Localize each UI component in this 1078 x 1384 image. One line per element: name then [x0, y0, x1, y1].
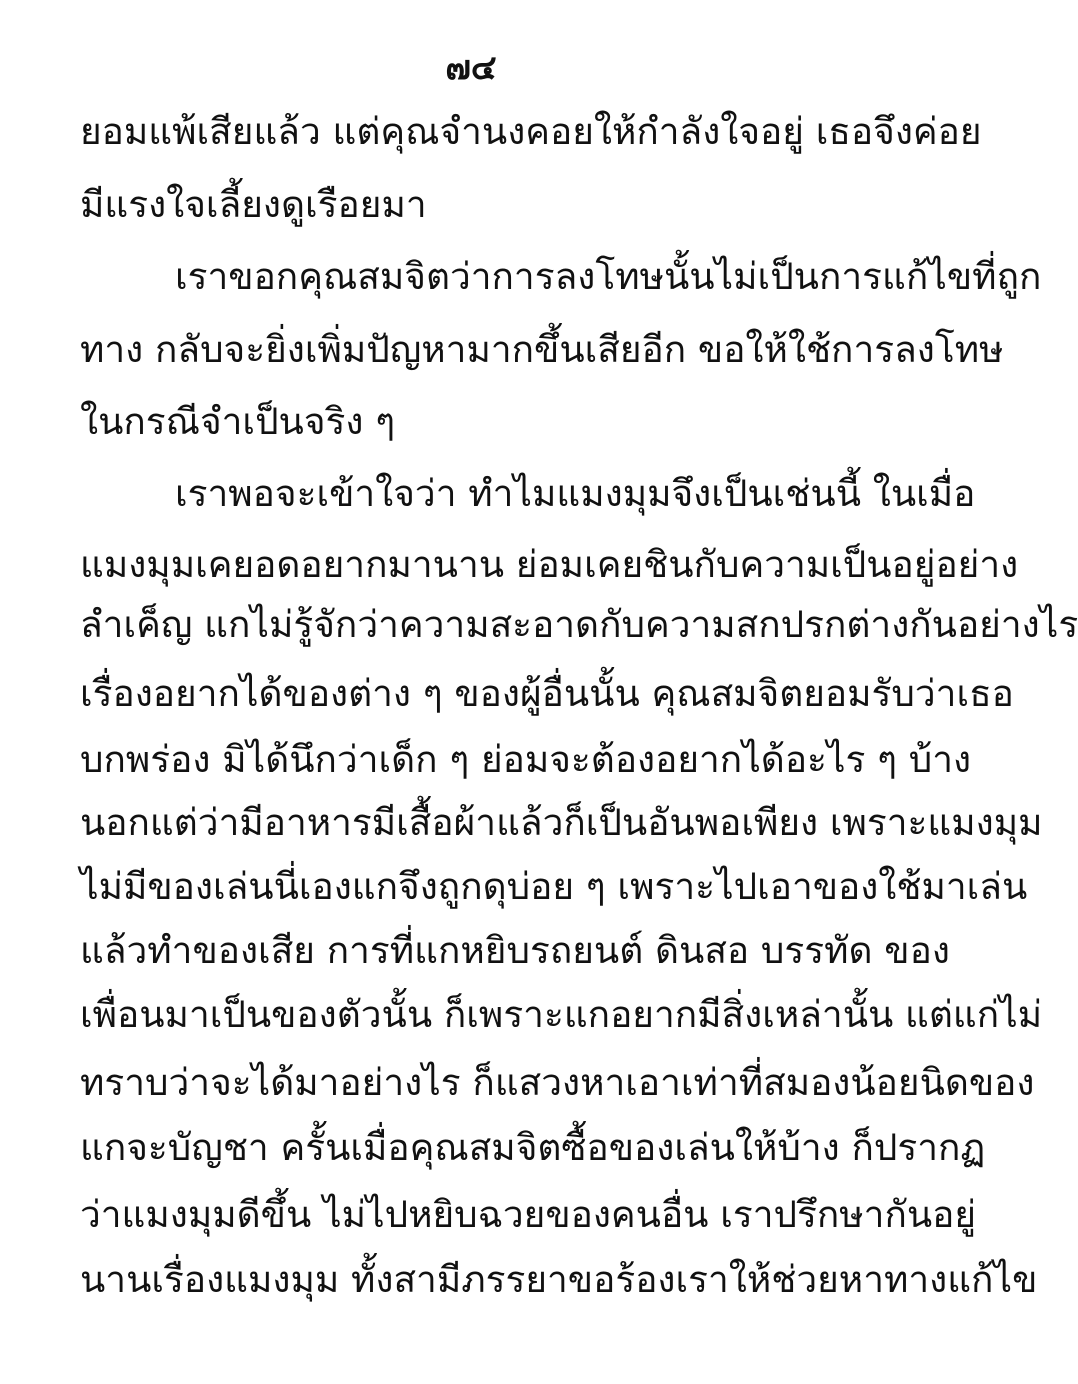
- text-line-4: ทาง กลับจะยิ่งเพิ่มปัญหามากขึ้นเสียอีก ขอให้ใช้การลงโทษ: [80, 328, 1004, 371]
- text-line-5: ในกรณีจำเป็นจริง ๆ: [80, 400, 396, 443]
- text-line-10: บกพร่อง มิได้นึกว่าเด็ก ๆ ย่อมจะต้องอยากได้อะไร ๆ บ้าง: [80, 738, 972, 781]
- text-line-16: แกจะบัญชา ครั้นเมื่อคุณสมจิตซื้อของเล่นให้บ้าง ก็ปรากฏ: [80, 1126, 986, 1169]
- text-line-9: เรื่องอยากได้ของต่าง ๆ ของผู้อื่นนั้น คุณสมจิตยอมรับว่าเธอ: [80, 672, 1014, 715]
- text-line-3: เราขอกคุณสมจิตว่าการลงโทษนั้นไม่เป็นการแก้ไขที่ถูก: [175, 255, 1042, 298]
- text-line-8: ลำเค็ญ แกไม่รู้จักว่าความสะอาดกับความสกปรกต่างกันอย่างไร: [80, 603, 1078, 646]
- text-line-15: ทราบว่าจะได้มาอย่างไร ก็แสวงหาเอาเท่าที่สมองน้อยนิดของ: [80, 1061, 1035, 1104]
- text-line-12: ไม่มีของเล่นนี่เองแกจึงถูกดุบ่อย ๆ เพราะไปเอาของใช้มาเล่น: [80, 865, 1028, 908]
- text-line-6: เราพอจะเข้าใจว่า ทำไมแมงมุมจึงเป็นเช่นนี้ ในเมื่อ: [175, 472, 976, 515]
- text-line-11: นอกแต่ว่ามีอาหารมีเสื้อผ้าแล้วก็เป็นอันพอเพียง เพราะแมงมุม: [80, 801, 1043, 844]
- text-line-18: นานเรื่องแมงมุม ทั้งสามีภรรยาขอร้องเราให้ช่วยหาทางแก้ไข: [80, 1258, 1038, 1301]
- text-line-2: มีแรงใจเลี้ยงดูเรือยมา: [80, 183, 427, 226]
- text-line-1: ยอมแพ้เสียแล้ว แต่คุณจำนงคอยให้กำลังใจอยู่ เธอจึงค่อย: [80, 110, 982, 153]
- text-line-17: ว่าแมงมุมดีขึ้น ไม่ไปหยิบฉวยของคนอื่น เราปรึกษากันอยู่: [80, 1193, 977, 1236]
- text-line-14: เพื่อนมาเป็นของตัวนั้น ก็เพราะแกอยากมีสิ่งเหล่านั้น แต่แก่ไม่: [80, 993, 1043, 1036]
- text-line-7: แมงมุมเคยอดอยากมานาน ย่อมเคยชินกับความเป็นอยู่อย่าง: [80, 543, 1019, 586]
- text-line-13: แล้วทำของเสีย การที่แกหยิบรถยนต์ ดินสอ บรรทัด ของ: [80, 929, 950, 972]
- page-number: ๗๔: [445, 48, 497, 88]
